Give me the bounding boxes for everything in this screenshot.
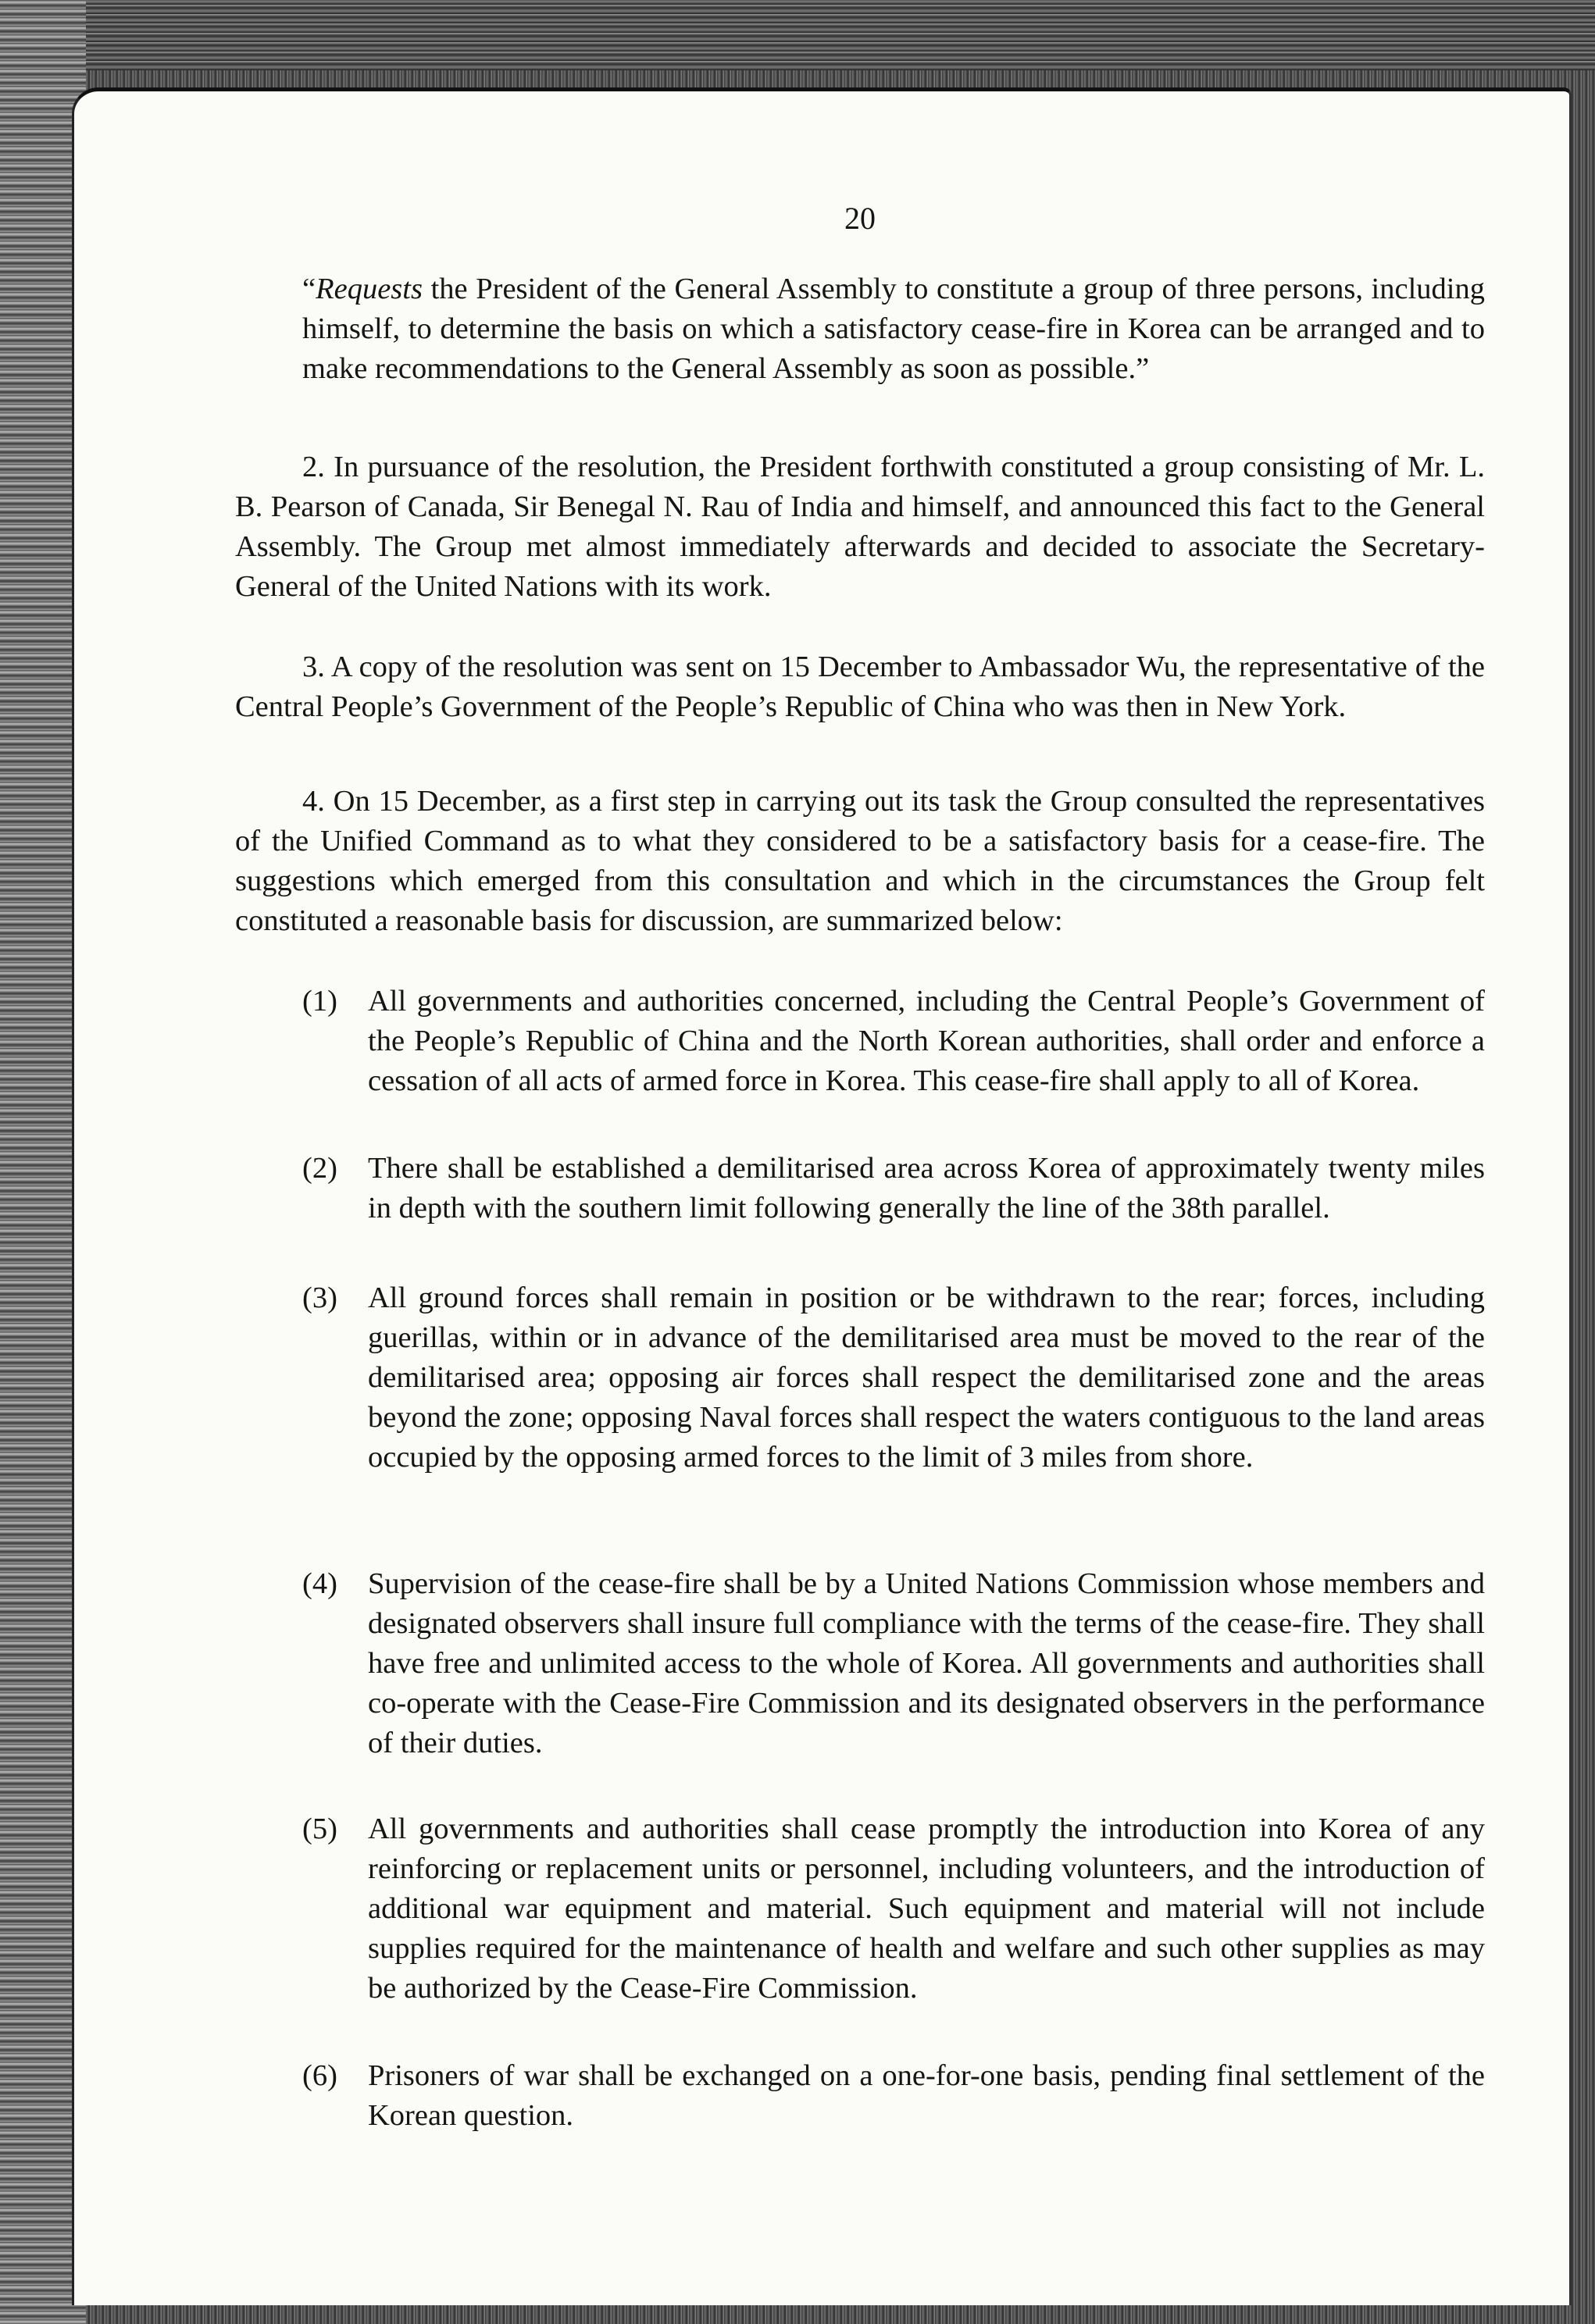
- list-item-number: (2): [302, 1152, 337, 1185]
- paragraph-4: 4. On 15 December, as a first step in carrying out its task the Group consulted the representatives of the Unified Command as to what they considered to be a satisfactory basis for a cease-fire. The suggestions which emerged from this consultation and which in the circumstances the Group felt constituted a reasonable basis for discussion, are summarized below:: [235, 785, 1485, 937]
- list-item-text: All governments and authorities shall cease promptly the introduction into Korea of any reinforcing or replacement units or personnel, including volunteers, and the introduction of additional war equipment and material. Such equipment and material will not include supplies required for the maintenance of health and welfare and such other supplies as may be authorized by the Cease-Fire Commission.: [368, 1813, 1485, 2005]
- quote-text: the President of the General Assembly to constitute a group of three persons, including himself, to determine the basis on which a satisfactory cease-fire in Korea can be arranged and to make recommendations to the General Assembly as soon as possible.”: [302, 273, 1485, 385]
- scan-top-edge: [0, 0, 1595, 70]
- list-item-text: Prisoners of war shall be exchanged on a one-for-one basis, pending final settlement of the Korean question.: [368, 2059, 1485, 2132]
- list-item-number: (6): [302, 2059, 337, 2092]
- list-item-text: Supervision of the cease-fire shall be by a United Nations Commission whose members and designated observers shall insure full compliance with the terms of the cease-fire. They shall have free and unlimited access to the whole of Korea. All governments and authorities shall co-operate with the Cease-Fire Commission and its designated observers in the performance of their duties.: [368, 1567, 1485, 1759]
- document-page: [72, 87, 1572, 2305]
- resolution-quote: [302, 269, 1485, 389]
- paragraph-2: 2. In pursuance of the resolution, the President forthwith constituted a group consisting of Mr. L. B. Pearson of Canada, Sir Benegal N. Rau of India and himself, and announced this fact to the General Assembly. The Group met almost immediately afterwards and decided to associate the Secretary-General of the United Nations with its work.: [235, 451, 1485, 603]
- page-number: 20: [844, 201, 876, 236]
- quote-emphasis: Requests: [316, 273, 423, 305]
- list-item-number: (5): [302, 1813, 337, 1845]
- list-item-text: All governments and authorities concerned, including the Central People’s Government of the People’s Republic of China and the North Korean authorities, shall order and enforce a cessation of all acts of armed force in Korea. This cease-fire shall apply to all of Korea.: [368, 985, 1485, 1097]
- list-item-number: (1): [302, 985, 337, 1018]
- list-item-number: (3): [302, 1281, 337, 1314]
- quote-open-mark: “: [302, 273, 316, 305]
- list-item-number: (4): [302, 1567, 337, 1600]
- paragraph-3: 3. A copy of the resolution was sent on 15 December to Ambassador Wu, the representative of the Central People’s Government of the People’s Republic of China who was then in New York.: [235, 651, 1485, 723]
- list-item-text: All ground forces shall remain in position or be withdrawn to the rear; forces, including guerillas, within or in advance of the demilitarised area must be moved to the rear of the demilitarised area; opposing air forces shall respect the demilitarised zone and the areas beyond the zone; opposing Naval forces shall respect the waters contiguous to the land areas occupied by the opposing armed forces to the limit of 3 miles from shore.: [368, 1281, 1485, 1474]
- list-item-text: There shall be established a demilitarised area across Korea of approximately twenty miles in depth with the southern limit following generally the line of the 38th parallel.: [368, 1152, 1485, 1224]
